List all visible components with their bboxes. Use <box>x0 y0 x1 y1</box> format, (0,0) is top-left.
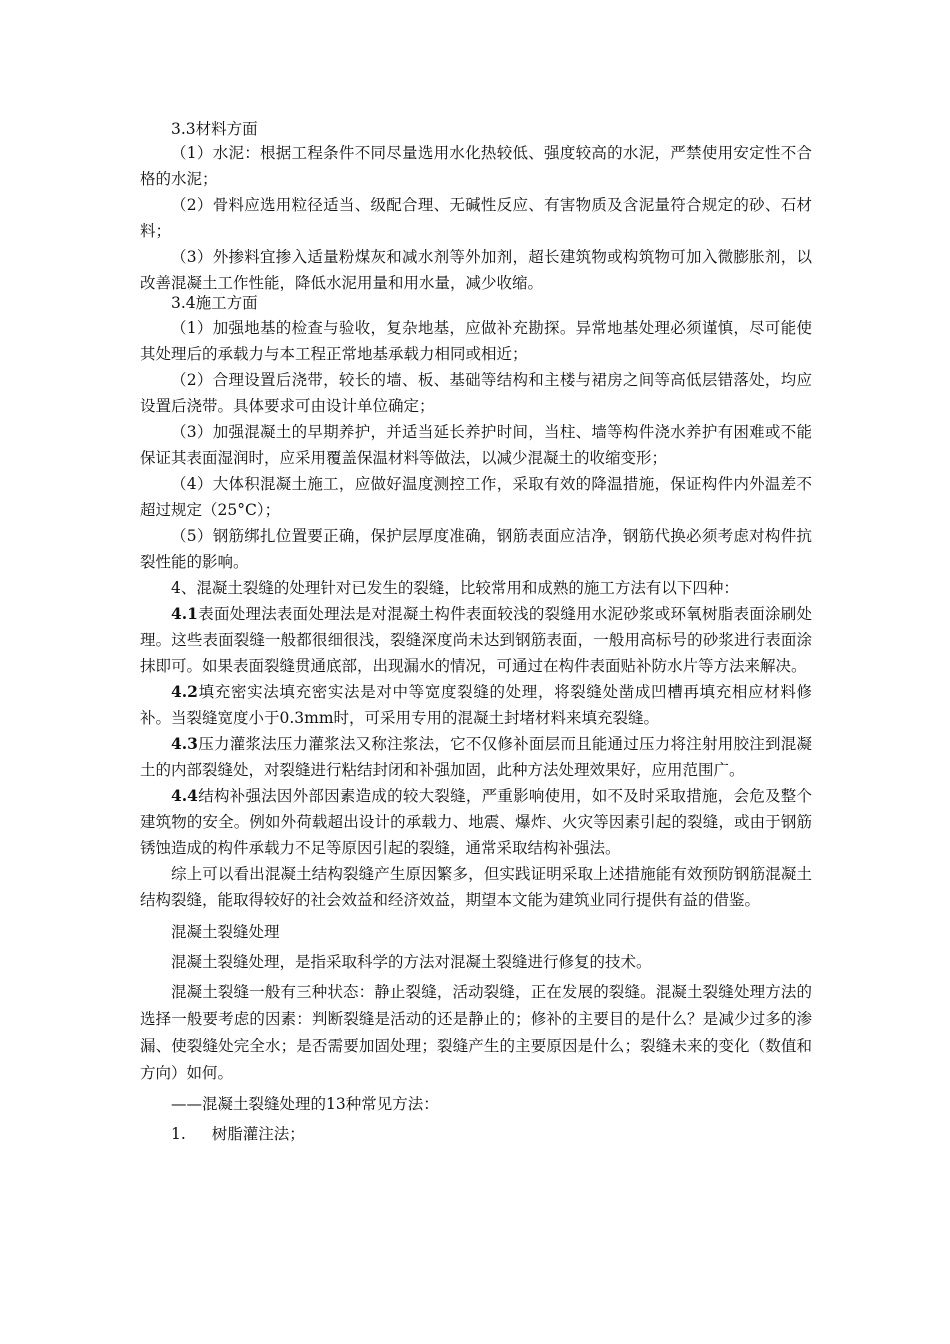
paragraph: ——混凝土裂缝处理的13种常见方法： <box>171 1095 439 1113</box>
paragraph: （5）钢筋绑扎位置要正确，保护层厚度准确，钢筋表面应洁净，钢筋代换必须考虑对构件抗裂性能的影响。 <box>140 527 812 571</box>
paragraph: （2）合理设置后浇带，较长的墙、板、基础等结构和主楼与裙房之间等高低层错落处，均应设置后浇带。具体要求可由设计单位确定； <box>140 371 812 415</box>
section-3-4-heading <box>140 290 812 316</box>
section-number: 4.3 <box>171 734 198 753</box>
paragraph: （1）加强地基的检查与验收，复杂地基，应做补充勘探。异常地基处理必须谨慎，尽可能使其处理后的承载力与本工程正常地基承载力相同或相近； <box>140 319 812 363</box>
paragraph: （2）骨料应选用粒径适当、级配合理、无碱性反应、有害物质及含泥量符合规定的砂、石材料； <box>140 196 812 240</box>
paragraph-4-1 <box>140 601 812 679</box>
list-item <box>140 1121 812 1147</box>
section-number: 4.1 <box>171 604 198 623</box>
paragraph: （1）水泥：根据工程条件不同尽量选用水化热较低、强度较高的水泥，严禁使用安定性不合格的水泥； <box>140 144 812 188</box>
heading-crack-treatment: 混凝土裂缝处理 <box>171 923 280 941</box>
paragraph-text: 填充密实法填充密实法是对中等宽度裂缝的处理，将裂缝处凿成凹槽再填充相应材料修补。当裂缝宽度小于0.3mm时，可采用专用的混凝土封堵材料来填充裂缝。 <box>140 683 812 727</box>
paragraph-text: 表面处理法表面处理法是对混凝土构件表面较浅的裂缝用水泥砂浆或环氧树脂表面涂刷处理。这些表面裂缝一般都很细很浅，裂缝深度尚未达到钢筋表面，一般用高标号的砂浆进行表面涂抹即可。如果表面裂缝贯通底部，出现漏水的情况，可通过在构件表面贴补防水片等方法来解决。 <box>140 605 812 675</box>
heading-text: 3.4施工方面 <box>171 294 258 312</box>
paragraph: 4、混凝土裂缝的处理针对已发生的裂缝，比较常用和成熟的施工方法有以下四种： <box>171 579 739 597</box>
heading-text: 3.3材料方面 <box>171 120 258 138</box>
list-text: 树脂灌注法； <box>211 1125 305 1143</box>
paragraph-4-2 <box>140 679 812 731</box>
paragraph: 混凝土裂缝一般有三种状态：静止裂缝，活动裂缝，正在发展的裂缝。混凝土裂缝处理方法的选择一般要考虑的因素：判断裂缝是活动的还是静止的；修补的主要目的是什么？是减少过多的渗漏、使裂缝处完全水；是否需要加固处理；裂缝产生的主要原因是什么；裂缝未来的变化（数值和方向）如何。 <box>140 983 812 1082</box>
paragraph-4-4 <box>140 783 812 861</box>
list-number: 1. <box>171 1125 186 1143</box>
paragraph: 混凝土裂缝处理，是指采取科学的方法对混凝土裂缝进行修复的技术。 <box>171 953 652 971</box>
paragraph: （4）大体积混凝土施工，应做好温度测控工作，采取有效的降温措施，保证构件内外温差不超过规定（25°C）； <box>140 475 812 519</box>
paragraph: （3）加强混凝土的早期养护，并适当延长养护时间，当柱、墙等构件浇水养护有困难或不能保证其表面湿润时，应采用覆盖保温材料等做法，以减少混凝土的收缩变形； <box>140 423 812 467</box>
paragraph-text: 结构补强法因外部因素造成的较大裂缝，严重影响使用，如不及时采取措施，会危及整个建筑物的安全。例如外荷载超出设计的承载力、地震、爆炸、火灾等因素引起的裂缝，或由于钢筋锈蚀造成的构件承载力不足等原因引起的裂缝，通常采取结构补强法。 <box>140 787 812 857</box>
paragraph-text: 压力灌浆法压力灌浆法又称注浆法，它不仅修补面层而且能通过压力将注射用胶注到混凝土的内部裂缝处，对裂缝进行粘结封闭和补强加固，此种方法处理效果好，应用范围广。 <box>140 735 812 779</box>
section-3-4-body <box>140 315 812 1147</box>
section-number: 4.2 <box>171 682 198 701</box>
paragraph: 综上可以看出混凝土结构裂缝产生原因繁多，但实践证明采取上述措施能有效预防钢筋混凝土结构裂缝，能取得较好的社会效益和经济效益，期望本文能为建筑业同行提供有益的借鉴。 <box>140 865 812 909</box>
paragraph-4-3 <box>140 731 812 783</box>
section-number: 4.4 <box>171 786 198 805</box>
section-3-3-heading <box>140 116 812 142</box>
paragraph: （3）外掺料宜掺入适量粉煤灰和减水剂等外加剂，超长建筑物或构筑物可加入微膨胀剂，以改善混凝土工作性能，降低水泥用量和用水量，减少收缩。 <box>140 248 812 292</box>
section-3-3-body <box>140 140 812 296</box>
